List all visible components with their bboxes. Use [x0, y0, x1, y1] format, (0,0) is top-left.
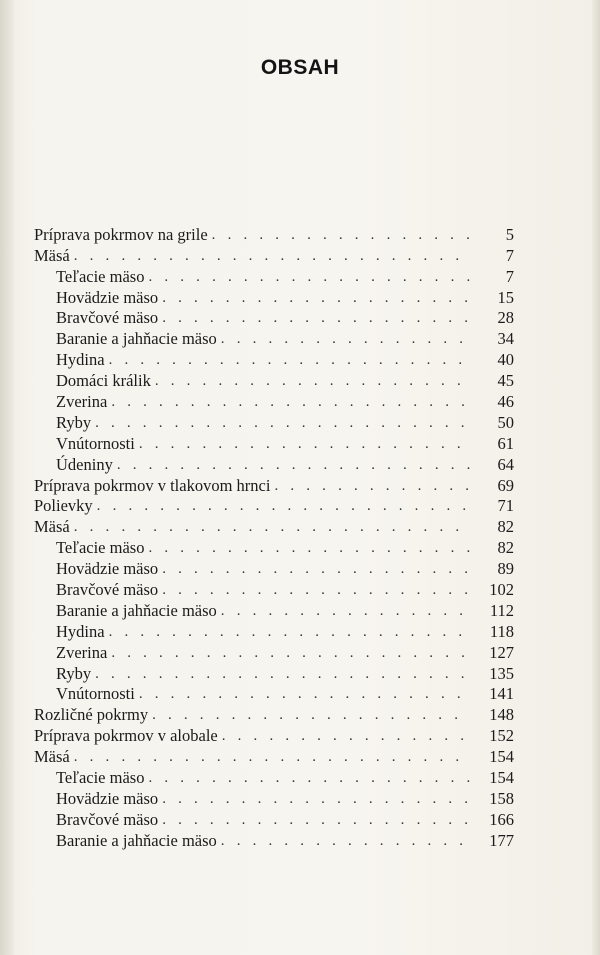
- toc-entry: [34, 829, 514, 850]
- toc-entry: [34, 620, 514, 641]
- toc-leader-dots: [162, 811, 470, 829]
- toc-leader-dots: [74, 748, 470, 766]
- toc-leader-dots: [162, 309, 470, 327]
- toc-leader-dots: [111, 393, 470, 411]
- toc-entry-label: Príprava pokrmov v alobale: [34, 726, 218, 746]
- toc-entry-page-number: 82: [497, 517, 514, 537]
- toc-entry-label: Mäsá: [34, 245, 70, 265]
- toc-entry: [34, 557, 514, 578]
- toc-entry: [34, 683, 514, 704]
- toc-entry-label: Hydina: [56, 350, 105, 370]
- toc-leader-dots: [74, 247, 470, 265]
- toc-leader-dots: [221, 330, 470, 348]
- toc-entry: [34, 578, 514, 599]
- toc-entry-page-number: 69: [497, 475, 514, 495]
- toc-entry: [34, 662, 514, 683]
- toc-entry-label: Polievky: [34, 496, 93, 516]
- toc-entry-page-number: 40: [497, 350, 514, 370]
- toc-entry: [34, 307, 514, 328]
- toc-entry-page-number: 154: [489, 747, 514, 767]
- toc-leader-dots: [109, 623, 470, 641]
- toc-entry-label: Údeniny: [56, 454, 113, 474]
- toc-entry-page-number: 61: [497, 433, 514, 453]
- toc-entry-label: Mäsá: [34, 517, 70, 537]
- toc-entry: [34, 244, 514, 265]
- toc-entry-label: Mäsá: [34, 747, 70, 767]
- toc-leader-dots: [162, 581, 470, 599]
- toc-entry-label: Ryby: [56, 663, 92, 683]
- toc-entry-label: Teľacie mäso: [56, 538, 145, 558]
- toc-leader-dots: [222, 727, 470, 745]
- toc-entry: [34, 286, 514, 307]
- page-edge: [592, 0, 600, 955]
- toc-entry: [34, 599, 514, 620]
- toc-entry-page-number: 46: [497, 392, 514, 412]
- toc-entry-label: Hovädzie mäso: [56, 287, 159, 307]
- toc-entry-label: Baranie a jahňacie mäso: [56, 329, 217, 349]
- toc-leader-dots: [95, 414, 470, 432]
- toc-entry-page-number: 112: [489, 600, 514, 620]
- toc-entry: [34, 808, 514, 829]
- toc-leader-dots: [74, 518, 470, 536]
- toc-leader-dots: [139, 685, 470, 703]
- toc-leader-dots: [162, 289, 470, 307]
- toc-entry-page-number: 127: [489, 642, 514, 662]
- toc-leader-dots: [162, 560, 470, 578]
- toc-entry: [34, 766, 514, 787]
- toc-leader-dots: [148, 539, 470, 557]
- toc-entry: [34, 223, 514, 244]
- toc-entry: [34, 724, 514, 745]
- toc-entry-label: Vnútornosti: [56, 684, 135, 704]
- toc-entry: [34, 787, 514, 808]
- toc-leader-dots: [117, 456, 470, 474]
- toc-entry: [34, 474, 514, 495]
- toc-entry-label: Bravčové mäso: [56, 580, 159, 600]
- toc-entry-label: Bravčové mäso: [56, 308, 159, 328]
- toc-entry-label: Baranie a jahňacie mäso: [56, 830, 217, 850]
- toc-entry-page-number: 154: [489, 768, 514, 788]
- toc-entry: [34, 745, 514, 766]
- toc-entry-page-number: 177: [489, 830, 514, 850]
- toc-entry-page-number: 50: [497, 412, 514, 432]
- page-gutter: [0, 0, 14, 955]
- toc-entry-page-number: 7: [505, 266, 514, 286]
- toc-entry: [34, 703, 514, 724]
- toc-entry: [34, 495, 514, 516]
- toc-entry-label: Hovädzie mäso: [56, 559, 159, 579]
- toc-entry-label: Vnútornosti: [56, 433, 135, 453]
- toc-entry-label: Hydina: [56, 621, 105, 641]
- toc-entry: [34, 265, 514, 286]
- toc-entry-page-number: 7: [505, 245, 514, 265]
- toc-entry-label: Zverina: [56, 642, 108, 662]
- toc-entry-label: Hovädzie mäso: [56, 788, 159, 808]
- toc-leader-dots: [148, 769, 470, 787]
- toc-entry-page-number: 28: [497, 308, 514, 328]
- toc-leader-dots: [109, 351, 470, 369]
- toc-entry: [34, 390, 514, 411]
- toc-entry: [34, 369, 514, 390]
- toc-entry-label: Ryby: [56, 412, 92, 432]
- toc-entry: [34, 641, 514, 662]
- toc-entry-label: Teľacie mäso: [56, 266, 145, 286]
- toc-entry-page-number: 148: [489, 705, 514, 725]
- toc-entry-page-number: 141: [489, 684, 514, 704]
- toc-leader-dots: [148, 268, 470, 286]
- toc-entry-label: Domáci králik: [56, 371, 151, 391]
- toc-leader-dots: [162, 790, 470, 808]
- toc-entry-page-number: 71: [497, 496, 514, 516]
- toc-leader-dots: [111, 644, 470, 662]
- toc-entry: [34, 327, 514, 348]
- toc-entry: [34, 536, 514, 557]
- toc-entry: [34, 432, 514, 453]
- toc-entry-page-number: 82: [497, 538, 514, 558]
- toc-entry: [34, 411, 514, 432]
- toc-leader-dots: [212, 226, 470, 244]
- toc-leader-dots: [274, 477, 470, 495]
- toc-entry-page-number: 15: [497, 287, 514, 307]
- toc-leader-dots: [152, 706, 470, 724]
- toc-leader-dots: [97, 497, 470, 515]
- toc-leader-dots: [221, 602, 470, 620]
- toc-entry-label: Baranie a jahňacie mäso: [56, 600, 217, 620]
- toc-entry-label: Príprava pokrmov na grile: [34, 224, 208, 244]
- toc-entry-page-number: 102: [489, 580, 514, 600]
- toc-entry-label: Teľacie mäso: [56, 768, 145, 788]
- toc-leader-dots: [95, 665, 470, 683]
- toc-entry-label: Zverina: [56, 392, 108, 412]
- toc-leader-dots: [221, 832, 470, 850]
- toc-entry-page-number: 34: [497, 329, 514, 349]
- toc-entry-page-number: 118: [489, 621, 514, 641]
- page-title: OBSAH: [260, 56, 340, 79]
- toc-entry-page-number: 166: [489, 809, 514, 829]
- toc-entry-page-number: 158: [489, 788, 514, 808]
- toc-entry-label: Rozličné pokrmy: [34, 705, 149, 725]
- toc-leader-dots: [155, 372, 470, 390]
- table-of-contents: [34, 223, 514, 850]
- toc-entry-page-number: 5: [505, 224, 514, 244]
- toc-entry-page-number: 152: [489, 726, 514, 746]
- toc-entry: [34, 348, 514, 369]
- toc-entry-label: Príprava pokrmov v tlakovom hrnci: [34, 475, 271, 495]
- toc-leader-dots: [139, 435, 470, 453]
- toc-entry-page-number: 45: [497, 371, 514, 391]
- toc-entry-page-number: 89: [497, 559, 514, 579]
- toc-entry-page-number: 64: [497, 454, 514, 474]
- toc-entry-label: Bravčové mäso: [56, 809, 159, 829]
- toc-entry-page-number: 135: [489, 663, 514, 683]
- toc-entry: [34, 453, 514, 474]
- toc-entry: [34, 515, 514, 536]
